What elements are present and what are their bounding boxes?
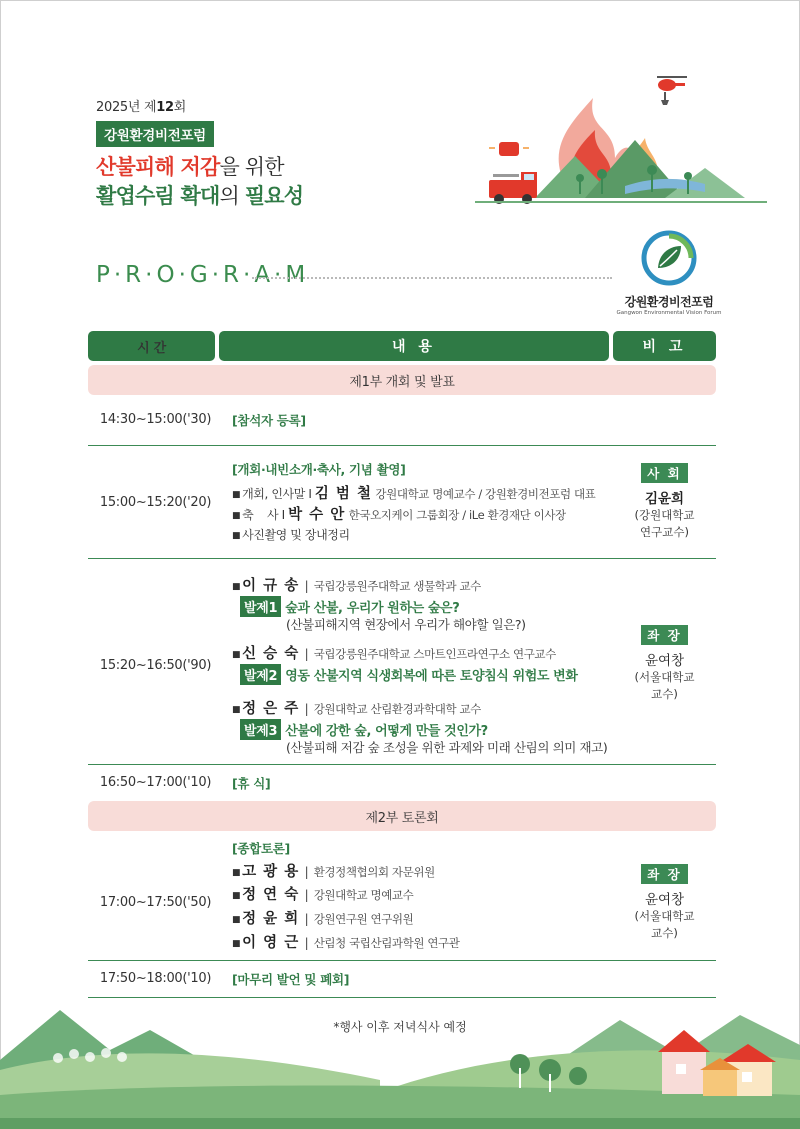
forum-logo xyxy=(614,230,724,316)
section-part2: 제2부 토론회 xyxy=(88,801,716,831)
column-header-time: 시 간 xyxy=(88,331,215,361)
row-divider xyxy=(88,997,716,998)
logo-name: 강원환경비전포럼 xyxy=(624,295,714,309)
column-header-content: 내 용 xyxy=(219,331,609,361)
item-registration: [참석자 등록] xyxy=(232,413,306,428)
program-label: P·R·O·G·R·A·M xyxy=(96,262,310,288)
divider xyxy=(252,277,612,279)
wildfire-illustration xyxy=(475,68,767,214)
speaker-3: ■ 정 은 주 | 강원대학교 산림환경과학대학 교수 xyxy=(232,701,481,717)
panelist-2: ■ 정 연 숙 | 강원대학교 명예교수 xyxy=(232,887,414,903)
item-opening-title: [개회·내빈소개·축사, 기념 촬영] xyxy=(232,462,406,477)
helicopter-icon xyxy=(657,76,687,105)
time-registration: 14:30~15:00('30) xyxy=(99,412,212,427)
talk-1: 발제1 숲과 산불, 우리가 원하는 숲은? xyxy=(240,596,459,617)
item-opening-speech: ■ 개회, 인사말 I 김 범 철 강원대학교 명예교수 / 강원환경비전포럼 대표 xyxy=(232,486,596,502)
item-discussion-title: [종합토론] xyxy=(232,841,290,856)
page-title: 산불피해 저감을 위한 활엽수림 확대의 필요성 xyxy=(96,155,304,208)
note-chair-2: 좌 장 윤여창 (서울대학교 교수) xyxy=(613,864,716,942)
time-discussion: 17:00~17:50('50) xyxy=(99,895,212,910)
edition-label: 2025년 제12회 xyxy=(96,100,186,115)
note-chair-1: 좌 장 윤여창 (서울대학교 교수) xyxy=(613,625,716,703)
time-talks: 15:20~16:50('90) xyxy=(99,658,212,673)
header xyxy=(96,96,303,211)
speaker-1: ■ 이 규 송 | 국립강릉원주대학교 생물학과 교수 xyxy=(232,578,481,594)
note-host: 사 회 김윤희 (강원대학교 연구교수) xyxy=(613,463,716,541)
speaker-2: ■ 신 승 숙 | 국립강릉원주대학교 스마트인프라연구소 연구교수 xyxy=(232,646,556,662)
row-divider xyxy=(88,558,716,559)
column-header-note: 비 고 xyxy=(613,331,716,361)
footnote: *행사 이후 저녁식사 예정 xyxy=(333,1020,467,1034)
time-opening: 15:00~15:20('20) xyxy=(99,495,212,510)
fire-truck-icon xyxy=(489,172,537,204)
time-closing: 17:50~18:00('10) xyxy=(99,971,212,986)
panelist-4: ■ 이 영 근 | 산림청 국립산림과학원 연구관 xyxy=(232,935,460,951)
forum-tag: 강원환경비전포럼 xyxy=(96,121,214,147)
logo-subtitle: Gangwon Environmental Vision Forum xyxy=(616,310,722,316)
siren-icon xyxy=(489,142,529,156)
panelist-3: ■ 정 윤 희 | 강원연구원 연구위원 xyxy=(232,911,414,927)
leaf-circle-icon xyxy=(641,230,697,286)
panelist-1: ■ 고 광 용 | 환경정책협의회 자문위원 xyxy=(232,864,435,880)
item-closing: [마무리 발언 및 폐회] xyxy=(232,972,350,987)
row-divider xyxy=(88,445,716,446)
talk-2: 발제2 영동 산불지역 식생회복에 따른 토양침식 위험도 변화 xyxy=(240,664,578,685)
item-opening-photo: ■ 사진촬영 및 장내정리 xyxy=(232,528,350,542)
section-part1: 제1부 개회 및 발표 xyxy=(88,365,716,395)
row-divider xyxy=(88,764,716,765)
talk-3: 발제3 산불에 강한 숲, 어떻게 만들 것인가? xyxy=(240,719,488,740)
time-break: 16:50~17:00('10) xyxy=(99,775,212,790)
item-break: [휴 식] xyxy=(232,776,271,791)
row-divider xyxy=(88,960,716,961)
item-opening-congrats: ■ 축 사 I 박 수 안 한국오지케이 그룹회장 / iLe 환경재단 이사장 xyxy=(232,507,566,523)
talk-1-subtitle: (산불피해지역 현장에서 우리가 해야할 일은?) xyxy=(286,617,526,632)
talk-3-subtitle: (산불피해 저감 숲 조성을 위한 과제와 미래 산림의 의미 재고) xyxy=(286,740,608,755)
